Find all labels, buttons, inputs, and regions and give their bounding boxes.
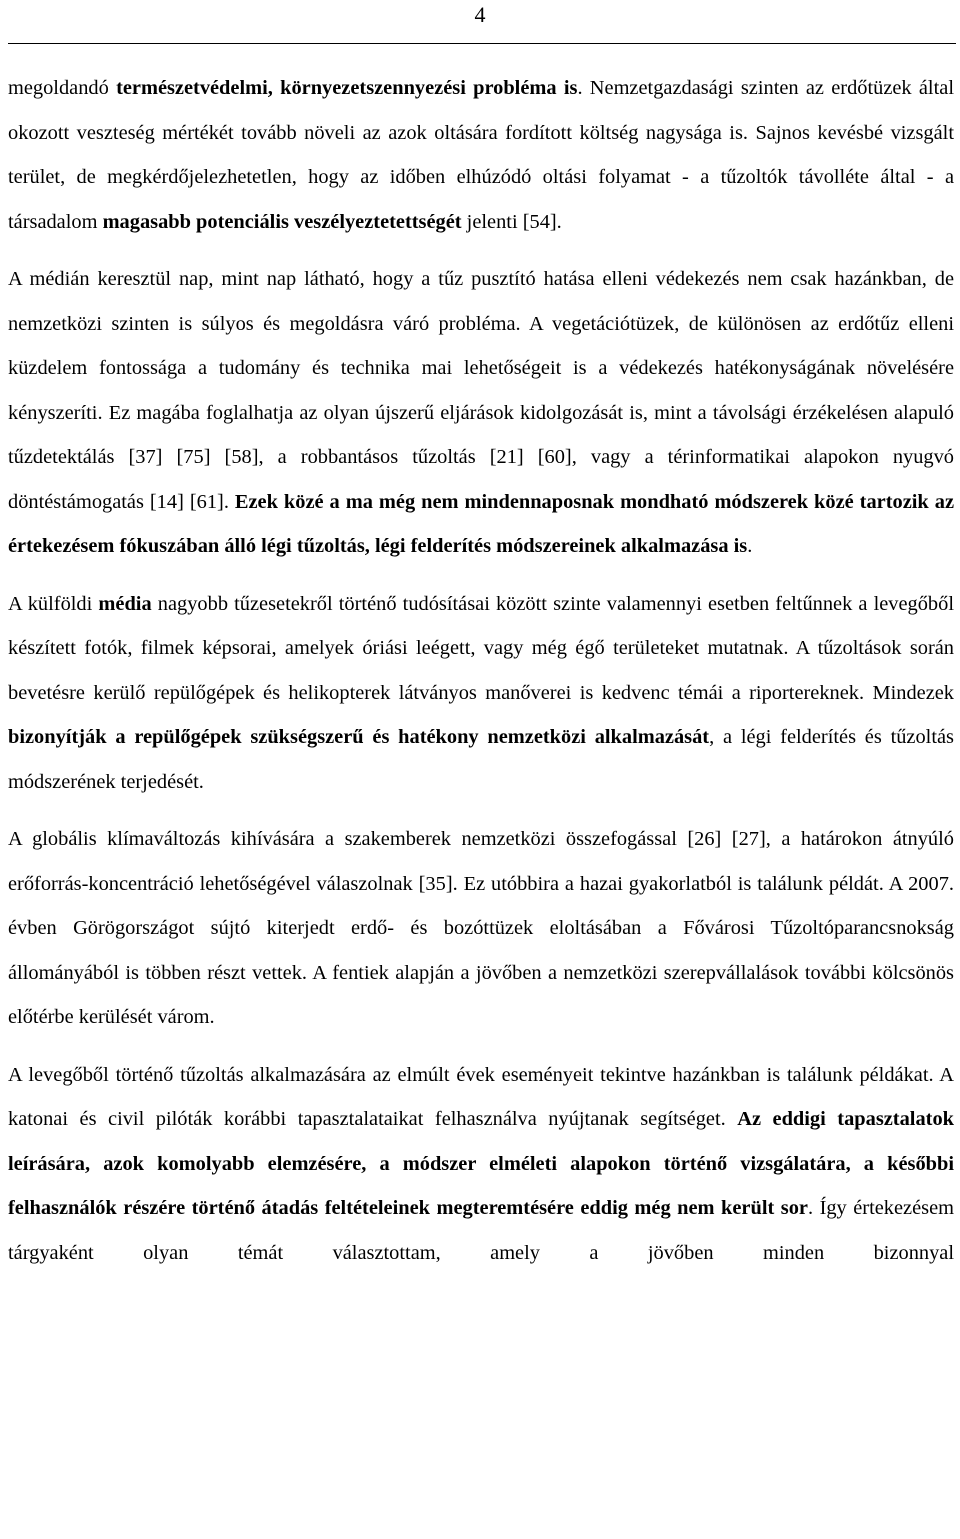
page-number: 4 <box>474 2 486 27</box>
bold-text-segment: bizonyítják a repülőgépek szükségszerű és hatékony nemzetközi alkalmazását <box>8 726 710 748</box>
paragraph-3 <box>8 582 954 805</box>
bold-text-segment: Ezek közé a ma még nem mindennaposnak mondható módszerek közé tartozik az értekezésem fókuszában álló légi tűzoltás, légi felderítés módszereinek alkalmazása is <box>8 490 954 557</box>
bold-text-segment: természetvédelmi, környezetszennyezési probléma is <box>116 77 578 99</box>
text-segment: . <box>747 535 753 557</box>
bold-text-segment: Az eddigi tapasztalatok leírására, azok komolyabb elemzésére, a módszer elméleti alapokon történő vizsgálatára, a későbbi felhasználók részére történő átadás feltételeinek megteremtésére eddig még nem került sor <box>8 1108 954 1219</box>
text-segment: jelenti [54]. <box>461 210 562 233</box>
text-segment: A levegőből történő tűzoltás alkalmazására az elmúlt évek eseményeit tekintve hazánkban is találunk példákat. A katonai és civil pilóták korábbi tapasztalataikat felhasználva nyújtanak segítséget. <box>8 1063 954 1130</box>
paragraph-5 <box>8 1053 954 1276</box>
text-segment: A médián keresztül nap, mint nap látható, hogy a tűz pusztító hatása elleni védekezés nem csak hazánkban, de nemzetközi szinten is súlyos és megoldásra váró probléma. A vegetációtüzek, de különösen az erdőtűz elleni küzdelem fontossága a tudomány és technika mai lehetőségeit is a védekezés hatékonyságának növelésére kényszeríti. Ez magába foglalhatja az olyan újszerű eljárások kidolgozását is, mint a távolsági érzékelésen alapuló tűzdetektálás [37] [75] [58], a robbantásos tűzoltás [21] [60], vagy a térinformatikai alapokon nyugvó döntéstámogatás [14] [61]. <box>8 268 954 513</box>
text-segment: . Nemzetgazdasági szinten az erdőtüzek által okozott veszteség mértékét tovább növeli az azok oltására fordított költség nagysága is. Sajnos kevésbé vizsgált terület, de megkérdőjelezhetetlen, hogy az időben elhúzódó oltási folyamat - a tűzoltók távolléte által - a társadalom <box>8 77 954 233</box>
text-segment: A globális klímaváltozás kihívására a szakemberek nemzetközi összefogással [26] [27], a határokon átnyúló erőforrás-koncentráció lehetőségével válaszolnak [35]. Ez utóbbira a hazai gyakorlatból is találunk példát. A 2007. évben Görögországot sújtó kiterjedt erdő- és bozóttüzek eloltásában a Fővárosi Tűzoltóparancsnokság állományából is többen részt vettek. A fentiek alapján a jövőben a nemzetközi szerepvállalások további kölcsönös előtérbe kerülését várom. <box>8 828 954 1028</box>
header-rule <box>8 43 956 44</box>
text-segment: nagyobb tűzesetekről történő tudósításai között szinte valamennyi esetben feltűnnek a levegőből készített fotók, filmek képsorai, amelyek óriási leégett, vagy még égő területeket mutatnak. A tűzoltások során bevetésre kerülő repülőgépek és helikopterek látványos manőverei is kedvenc témái a riportereknek. Mindezek <box>8 592 954 704</box>
text-segment: , a légi felderítés és tűzoltás módszerének terjedését. <box>8 726 954 793</box>
paragraph-1 <box>8 66 954 244</box>
bold-text-segment: média <box>98 592 152 615</box>
text-segment: . Így értekezésem tárgyaként olyan témát választottam, amely a jövőben minden bizonnyal <box>8 1197 954 1264</box>
document-body <box>8 66 954 1275</box>
paragraph-2 <box>8 257 954 569</box>
text-segment: megoldandó <box>8 77 117 99</box>
text-segment: A külföldi <box>8 592 99 615</box>
paragraph-4 <box>8 817 954 1040</box>
bold-text-segment: magasabb potenciális veszélyeztetettségét <box>102 210 462 233</box>
